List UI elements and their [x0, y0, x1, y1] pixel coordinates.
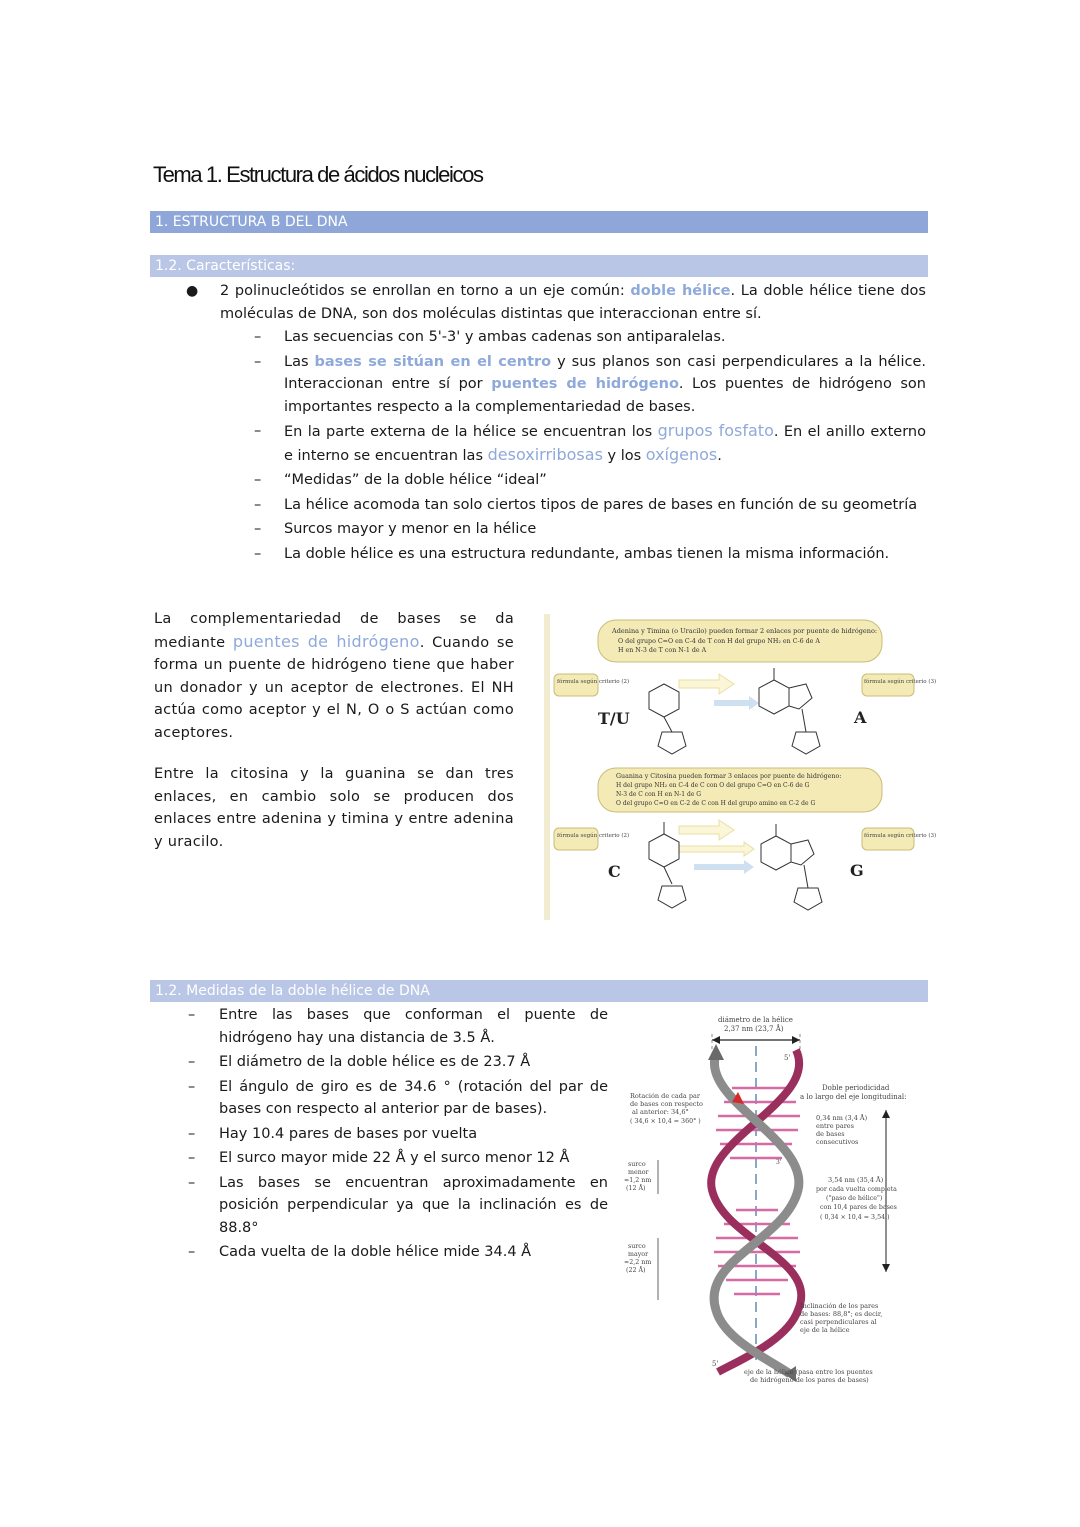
diameter-label-1: diámetro de la hélice: [718, 1016, 793, 1024]
pitch-label-5: ( 0,34 × 10,4 = 3,54 ): [820, 1214, 890, 1221]
page-title: Tema 1. Estructura de ácidos nucleicos: [153, 162, 483, 187]
label-5prime-bottom: 5': [712, 1360, 719, 1368]
formula-label-left: [554, 674, 598, 696]
info-box-gc-line2: H del grupo NH₂ en C-4 de C con O del grupo C=O en C-6 de G: [616, 782, 810, 789]
list-item: – Las bases se encuentran aproximadamente en posición perpendicular ya que la inclinación es de 88.8°: [188, 1172, 608, 1240]
info-box-at-line3: H en N-3 de T con N-1 de A: [618, 647, 707, 654]
list-item: – En la parte externa de la hélice se encuentran los grupos fosfato. En el anillo externo e interno se encuentran las desoxirribosas y los oxígenos.: [254, 420, 926, 467]
section-heading-caracteristicas: 1.2. Características:: [150, 255, 928, 277]
characteristics-list: [254, 326, 926, 567]
list-item: – El surco mayor mide 22 Å y el surco menor 12 Å: [188, 1147, 608, 1170]
list-item: – Las secuencias con 5'-3' y ambas cadenas son antiparalelas.: [254, 326, 926, 349]
guanine-structure: [761, 824, 822, 910]
inclination-3: casi perpendiculares al: [800, 1318, 877, 1326]
info-box-at-line1: Adenina y Timina (o Uracilo) pueden formar 2 enlaces por puente de hidrógeno:: [612, 627, 878, 635]
major-groove-1: surco: [628, 1243, 646, 1250]
rotation-label-1: Rotación de cada par: [630, 1092, 701, 1100]
bullet-item: [186, 280, 926, 325]
diameter-label-2: 2,37 nm (23,7 Å): [724, 1025, 784, 1033]
hbond-arrow: [679, 820, 734, 840]
thymine-structure: [649, 684, 686, 754]
label-c: C: [608, 862, 621, 881]
formula-label-left: [554, 828, 598, 850]
measures-list: [188, 1004, 608, 1266]
list-item: – El diámetro de la doble hélice es de 23.7 Å: [188, 1051, 608, 1074]
formula-label-left-text: fórmula según criterio (2): [557, 679, 630, 685]
cytosine-structure: [649, 822, 686, 908]
formula-label-right: [862, 828, 914, 850]
section-heading-estructura: 1. ESTRUCTURA B DEL DNA: [150, 211, 928, 233]
base-pairing-figure: [544, 614, 937, 920]
distance-bp-2: entre pares: [816, 1122, 854, 1130]
label-tu: T/U: [598, 709, 630, 728]
pitch-label-3: ("paso de hélice"): [826, 1195, 883, 1202]
major-groove-3: ≈2,2 nm: [624, 1259, 652, 1266]
formula-label-right: [862, 674, 914, 696]
inclination-2: de bases: 88,8°; es decir,: [800, 1310, 883, 1318]
label-5prime-top: 5': [784, 1054, 791, 1062]
list-item: – Entre las bases que conforman el puente de hidrógeno hay una distancia de 3.5 Å.: [188, 1004, 608, 1049]
distance-bp-4: consecutivos: [816, 1138, 859, 1146]
double-helix-figure: [620, 1010, 920, 1390]
hbond-arrow: [714, 696, 759, 710]
rotation-label-2: de bases con respecto: [630, 1100, 703, 1108]
arrowhead: [712, 1036, 720, 1044]
list-item: – El ángulo de giro es de 34.6 ° (rotación del par de bases con respecto al anterior par de bases).: [188, 1076, 608, 1121]
minor-groove-1: surco: [628, 1161, 646, 1168]
list-item: – “Medidas” de la doble hélice “ideal”: [254, 469, 926, 492]
label-a: A: [854, 708, 867, 727]
list-item: – Hay 10.4 pares de bases por vuelta: [188, 1123, 608, 1146]
rotation-label-4: ( 34,6 × 10,4 = 360° ): [630, 1118, 701, 1125]
major-groove-2: mayor: [628, 1251, 649, 1258]
info-box-gc-line4: O del grupo C=O en C-2 de C con H del grupo amino en C-2 de G: [616, 800, 816, 807]
complementarity-paragraph: La complementariedad de bases se da mediante puentes de hidrógeno. Cuando se forma un puente de hidrógeno tiene que haber un donador y un aceptor de electrones. El NH actúa como aceptor y el N, O o S actúan como aceptores.: [154, 611, 514, 741]
arrowhead: [882, 1264, 890, 1272]
list-item: – Cada vuelta de la doble hélice mide 34.4 Å: [188, 1241, 608, 1264]
axis-label-2: de hidrógeno de los pares de bases): [750, 1376, 869, 1384]
pitch-label-1: 3,54 nm (35,4 Å): [828, 1176, 884, 1184]
distance-bp-1: 0,34 nm (3,4 Å): [816, 1114, 868, 1122]
minor-groove-2: menor: [628, 1169, 649, 1176]
list-item: – Surcos mayor y menor en la hélice: [254, 518, 926, 541]
minor-groove-4: (12 Å): [626, 1185, 646, 1192]
label-g: G: [850, 861, 864, 880]
hbond-arrow: [694, 860, 754, 874]
inclination-4: eje de la hélice: [800, 1326, 850, 1334]
list-item: – La doble hélice es una estructura redundante, ambas tienen la misma información.: [254, 543, 926, 566]
arrowhead: [792, 1036, 800, 1044]
list-item: – Las bases se sitúan en el centro y sus planos son casi perpendiculares a la hélice. Interaccionan entre sí por puentes de hidrógeno. Los puentes de hidrógeno son importantes respecto a la complementariedad de bases.: [254, 351, 926, 419]
info-box-gc-line1: Guanina y Citosina pueden formar 3 enlaces por puente de hidrógeno:: [616, 773, 842, 780]
bullet-text: 2 polinucleótidos se enrollan en torno a un eje común: doble hélice. La doble hélice tiene dos moléculas de DNA, son dos moléculas distintas que interaccionan entre sí.: [220, 283, 926, 322]
distance-bp-3: de bases: [816, 1130, 845, 1138]
formula-label-right-text: fórmula según criterio (3): [864, 679, 937, 685]
inclination-1: Inclinación de los pares: [800, 1302, 879, 1310]
adenine-structure: [759, 668, 820, 754]
bullet-dot: ●: [186, 283, 199, 299]
periodicity-label-2: a lo largo del eje longitudinal:: [800, 1093, 907, 1101]
list-item: – La hélice acomoda tan solo ciertos tipos de pares de bases en función de su geometría: [254, 494, 926, 517]
info-box-at-line2: O del grupo C=O en C-4 de T con H del grupo NH₂ en C-6 de A: [618, 638, 820, 645]
figure-edge: [544, 614, 550, 920]
hbond-arrow: [679, 674, 734, 694]
rotation-label-3: al anterior: 34,6°: [632, 1108, 689, 1116]
axis-label-1: eje de la hélice (pasa entre los puentes: [744, 1368, 873, 1376]
arrowhead: [882, 1110, 890, 1118]
periodicity-label-1: Doble periodicidad: [822, 1084, 890, 1092]
minor-groove-3: ≈1,2 nm: [624, 1177, 652, 1184]
section-heading-medidas: 1.2. Medidas de la doble hélice de DNA: [150, 980, 928, 1002]
pitch-label-4: con 10,4 pares de bases: [820, 1204, 897, 1211]
hbond-arrow: [679, 842, 754, 856]
major-groove-4: (22 Å): [626, 1267, 646, 1274]
info-box-gc-line3: N-3 de C con H en N-1 de G: [616, 791, 702, 798]
formula-label-right-text-2: fórmula según criterio (3): [864, 833, 937, 839]
strand-arrowhead: [708, 1044, 724, 1060]
pitch-label-2: por cada vuelta completa: [816, 1186, 897, 1193]
label-3prime: 3': [776, 1159, 782, 1166]
formula-label-left-text-2: fórmula según criterio (2): [557, 833, 630, 839]
bonds-paragraph: Entre la citosina y la guanina se dan tres enlaces, en cambio solo se producen dos enlaces entre adenina y timina y entre adenina y uracilo.: [154, 766, 514, 850]
